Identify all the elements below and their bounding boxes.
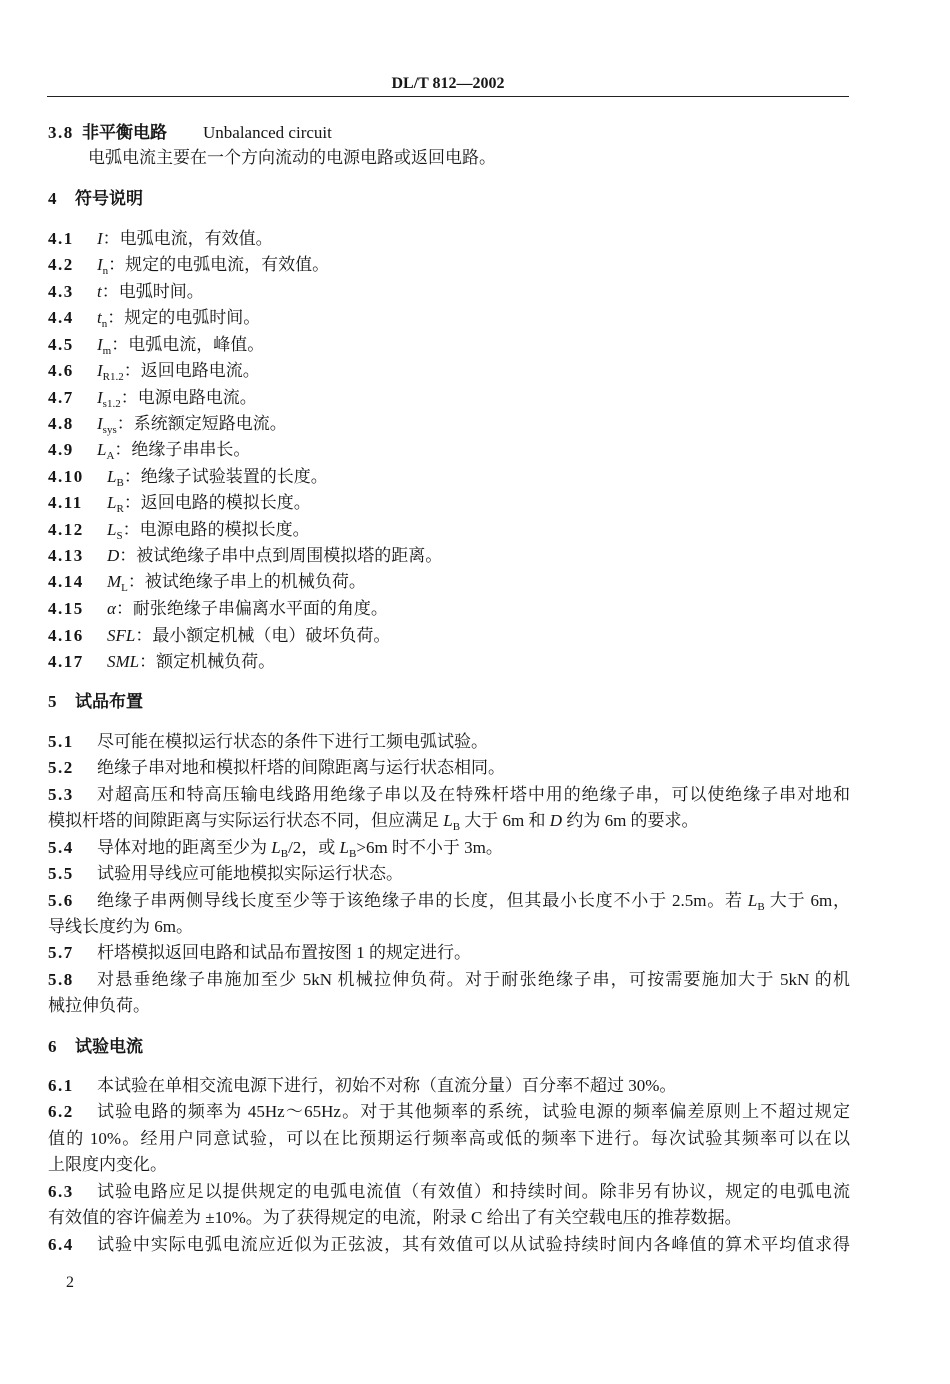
symbol-row-4-12 [0, 517, 950, 543]
clause-number: 5.3 [48, 785, 74, 804]
symbol: t [97, 282, 102, 301]
symbol: L [339, 838, 350, 857]
symbol-subscript: R1.2 [102, 371, 124, 383]
symbol-subscript: m [102, 345, 112, 357]
symbol-row-4-15 [0, 596, 950, 622]
symbol: I [97, 414, 103, 433]
clause-number: 4.9 [48, 440, 74, 459]
clause-number: 5.7 [48, 943, 74, 962]
symbol-description: ：规定的电弧时间。 [107, 308, 261, 327]
symbol-row-4-6 [0, 358, 950, 384]
symbol-row-4-7 [0, 385, 950, 411]
clause-text: 导线长度约为 6m。 [48, 917, 193, 936]
section-5-heading [0, 689, 950, 715]
symbol-row-4-16 [0, 623, 950, 649]
symbol-definition [107, 623, 390, 649]
symbol-definition [97, 358, 260, 386]
symbol-row-4-10 [0, 464, 950, 490]
clause-number: 6.1 [48, 1076, 74, 1095]
clause-number: 6.2 [48, 1102, 74, 1121]
section-6-heading [0, 1034, 950, 1060]
term-definition: 电弧电流主要在一个方向流动的电源电路或返回电路。 [88, 148, 496, 167]
clause-5-5 [0, 861, 950, 887]
symbol-description: ：被试绝缘子串中点到周围模拟塔的距离。 [119, 546, 443, 565]
symbol-definition [107, 569, 366, 597]
clause-number: 4.12 [48, 520, 84, 539]
symbol-subscript: S [116, 530, 123, 542]
clause-3-8-definition [0, 145, 950, 171]
clause-6-3-line-1 [0, 1179, 950, 1205]
clause-text: 上限度内变化。 [48, 1155, 167, 1174]
symbol: D [107, 546, 120, 565]
clause-number: 4.13 [48, 546, 84, 565]
symbol: L [107, 467, 117, 486]
symbol-description: ：被试绝缘子串上的机械负荷。 [127, 572, 366, 591]
clause-number: 5.1 [48, 732, 74, 751]
clause-number: 5.5 [48, 864, 74, 883]
clause-3-8-title [0, 120, 950, 146]
symbol-definition [107, 543, 442, 569]
symbol-definition [107, 464, 328, 492]
text-run: /2，或 [288, 838, 340, 857]
symbol-row-4-8 [0, 411, 950, 437]
symbol-row-4-11 [0, 490, 950, 516]
symbol-description: ：电弧电流，峰值。 [111, 335, 265, 354]
clause-number: 4.4 [48, 308, 74, 327]
clause-number: 4.8 [48, 414, 74, 433]
symbol: M [107, 572, 122, 591]
text-run: 约为 6m 的要求。 [562, 811, 699, 830]
symbol-definition [97, 437, 250, 465]
symbol: D [549, 811, 563, 830]
symbol-definition [107, 490, 311, 518]
symbol: L [97, 440, 107, 459]
text-run: 模拟杆塔的间隙距离与实际运行状态不同，但应满足 [48, 811, 444, 830]
symbol: L [107, 493, 117, 512]
clause-number: 4.15 [48, 599, 84, 618]
symbol-description: ：绝缘子串串长。 [114, 440, 251, 459]
clause-number: 6.4 [48, 1235, 74, 1254]
clause-number: 4.1 [48, 229, 74, 248]
clause-5-8-line-1 [0, 967, 950, 993]
clause-text: 对超高压和特高压输电线路用绝缘子串以及在特殊杆塔中用的绝缘子串，可以使绝缘子串对地和 [97, 785, 850, 804]
symbol-subscript: sys [102, 424, 117, 436]
symbol-row-4-17 [0, 649, 950, 675]
clause-text: 有效值的容许偏差为 ±10%。为了获得规定的电流，附录 C 给出了有关空载电压的推荐数据。 [48, 1208, 742, 1227]
symbol-description: ：额定机械负荷。 [139, 652, 276, 671]
clause-number: 4.11 [48, 493, 83, 512]
term-english: Unbalanced circuit [203, 123, 332, 142]
clause-text: 械拉伸负荷。 [48, 996, 150, 1015]
section-title: 试品布置 [75, 692, 143, 711]
clause-text: 杆塔模拟返回电路和试品布置按图 1 的规定进行。 [97, 943, 471, 962]
symbol-definition [107, 517, 310, 545]
section-number: 5 [48, 692, 58, 711]
clause-5-7 [0, 940, 950, 966]
symbol: L [747, 891, 758, 910]
symbol-subscript: n [101, 318, 108, 330]
symbol-description: ：系统额定短路电流。 [116, 414, 287, 433]
symbol: L [107, 520, 117, 539]
clause-number: 4.16 [48, 626, 84, 645]
symbol-subscript: R [116, 503, 124, 515]
clause-number: 4.6 [48, 361, 74, 380]
symbol-row-4-9 [0, 437, 950, 463]
clause-text: 绝缘子串对地和模拟杆塔的间隙距离与运行状态相同。 [97, 758, 505, 777]
symbol-subscript: L [121, 582, 128, 594]
symbol-definition [97, 411, 287, 439]
symbol: I [97, 335, 103, 354]
symbol: I [97, 388, 103, 407]
symbol-description: ：电源电路的模拟长度。 [122, 520, 310, 539]
term-chinese: 非平衡电路 [82, 123, 167, 142]
clause-number: 5.4 [48, 838, 74, 857]
symbol-definition [97, 252, 329, 280]
symbol-row-4-1 [0, 226, 950, 252]
symbol-subscript: s1.2 [102, 398, 121, 410]
symbol-definition [107, 596, 388, 622]
clause-text [97, 888, 850, 914]
clause-text [48, 808, 699, 836]
clause-number: 4.2 [48, 255, 74, 274]
running-header: DL/T 812—2002 [391, 75, 505, 92]
symbol: I [97, 361, 103, 380]
symbol: L [271, 838, 281, 857]
header-rule [47, 96, 849, 97]
text-run: 大于 6m 和 [460, 811, 550, 830]
symbol-description: ：返回电路的模拟长度。 [123, 493, 311, 512]
symbol-subscript: B [116, 477, 124, 489]
symbol-description: ：电弧时间。 [101, 282, 204, 301]
clause-number: 4.3 [48, 282, 74, 301]
symbol-subscript: B [349, 848, 357, 860]
clause-5-3-line-2 [0, 808, 950, 834]
clause-number: 6.3 [48, 1182, 74, 1201]
symbol-definition [97, 385, 257, 413]
clause-text: 试验中实际电弧电流应近似为正弦波，其有效值可以从试验持续时间内各峰值的算术平均值求得 [97, 1235, 850, 1254]
clause-6-4-line-1 [0, 1232, 950, 1258]
symbol-definition [97, 332, 264, 360]
symbol-row-4-13 [0, 543, 950, 569]
symbol-definition [97, 279, 204, 305]
symbol-description: ：电弧电流，有效值。 [102, 229, 273, 248]
clause-text: 试验电路的频率为 45Hz～65Hz。对于其他频率的系统，试验电源的频率偏差原则上不超过规定 [97, 1102, 850, 1121]
clause-text: 试验用导线应可能地模拟实际运行状态。 [97, 864, 403, 883]
clause-text: 本试验在单相交流电源下进行，初始不对称（直流分量）百分率不超过 30%。 [97, 1076, 677, 1095]
symbol-description: ：电源电路电流。 [120, 388, 257, 407]
symbol-description: ：绝缘子试验装置的长度。 [123, 467, 328, 486]
clause-5-4 [0, 835, 950, 861]
symbol-definition [107, 649, 275, 675]
symbol-subscript: B [452, 821, 461, 833]
symbol-row-4-14 [0, 569, 950, 595]
clause-5-3-line-1 [0, 782, 950, 808]
symbol-subscript: B [280, 848, 289, 860]
symbol: t [97, 308, 102, 327]
clause-6-2-line-3 [0, 1152, 950, 1178]
text-run: 导体对地的距离至少为 [97, 838, 272, 857]
symbol-description: ：耐张绝缘子串偏离水平面的角度。 [115, 599, 388, 618]
clause-number: 4.10 [48, 467, 84, 486]
section-4-heading [0, 186, 950, 212]
clause-6-2-line-2 [0, 1126, 950, 1152]
symbol-row-4-3 [0, 279, 950, 305]
clause-text: 对悬垂绝缘子串施加至少 5kN 机械拉伸负荷。对于耐张绝缘子串，可按需要施加大于 5kN 的机 [97, 970, 850, 989]
section-title: 试验电流 [75, 1037, 143, 1056]
symbol-row-4-4 [0, 305, 950, 331]
clause-6-2-line-1 [0, 1099, 950, 1125]
clause-5-6-line-2 [0, 914, 950, 940]
symbol: I [97, 229, 103, 248]
clause-text: 值的 10%。经用户同意试验，可以在比预期运行频率高或低的频率下进行。每次试验其频率可以在以 [48, 1129, 850, 1148]
clause-text: 试验电路应足以提供规定的电弧电流值（有效值）和持续时间。除非另有协议，规定的电弧电流 [97, 1182, 850, 1201]
clause-number: 4.17 [48, 652, 84, 671]
text-run: >6m 时不小于 3m。 [356, 838, 503, 857]
clause-6-1 [0, 1073, 950, 1099]
symbol-subscript: n [102, 265, 109, 277]
symbol-subscript: A [106, 450, 115, 462]
clause-text [97, 835, 503, 863]
symbol: I [97, 255, 103, 274]
clause-5-2 [0, 755, 950, 781]
clause-6-3-line-2 [0, 1205, 950, 1231]
section-title: 符号说明 [75, 189, 143, 208]
text-run: 绝缘子串两侧导线长度至少等于该绝缘子串的长度，但其最小长度不小于 2.5m。若 [97, 891, 748, 910]
symbol-subscript: B [757, 901, 765, 913]
clause-number: 5.2 [48, 758, 74, 777]
symbol-description: ：最小额定机械（电）破坏负荷。 [135, 626, 391, 645]
clause-5-8-line-2 [0, 993, 950, 1019]
clause-number: 4.7 [48, 388, 74, 407]
clause-number: 5.6 [48, 891, 74, 910]
symbol: SFL [107, 626, 136, 645]
text-run: 大于 6m， [764, 891, 850, 910]
symbol-row-4-5 [0, 332, 950, 358]
symbol-definition [97, 226, 273, 252]
section-number: 6 [48, 1037, 58, 1056]
clause-number: 5.8 [48, 970, 74, 989]
symbol: L [443, 811, 453, 830]
page-number: 2 [66, 1274, 74, 1291]
clause-5-1 [0, 729, 950, 755]
clause-text: 尽可能在模拟运行状态的条件下进行工频电弧试验。 [97, 732, 488, 751]
section-number: 4 [48, 189, 58, 208]
symbol-description: ：返回电路电流。 [123, 361, 260, 380]
symbol-definition [97, 305, 260, 333]
clause-5-6-line-1 [0, 888, 950, 914]
clause-number: 3.8 [48, 123, 74, 142]
symbol-row-4-2 [0, 252, 950, 278]
symbol: α [107, 599, 116, 618]
symbol: SML [107, 652, 140, 671]
clause-number: 4.14 [48, 572, 84, 591]
clause-number: 4.5 [48, 335, 74, 354]
symbol-description: ：规定的电弧电流，有效值。 [108, 255, 330, 274]
